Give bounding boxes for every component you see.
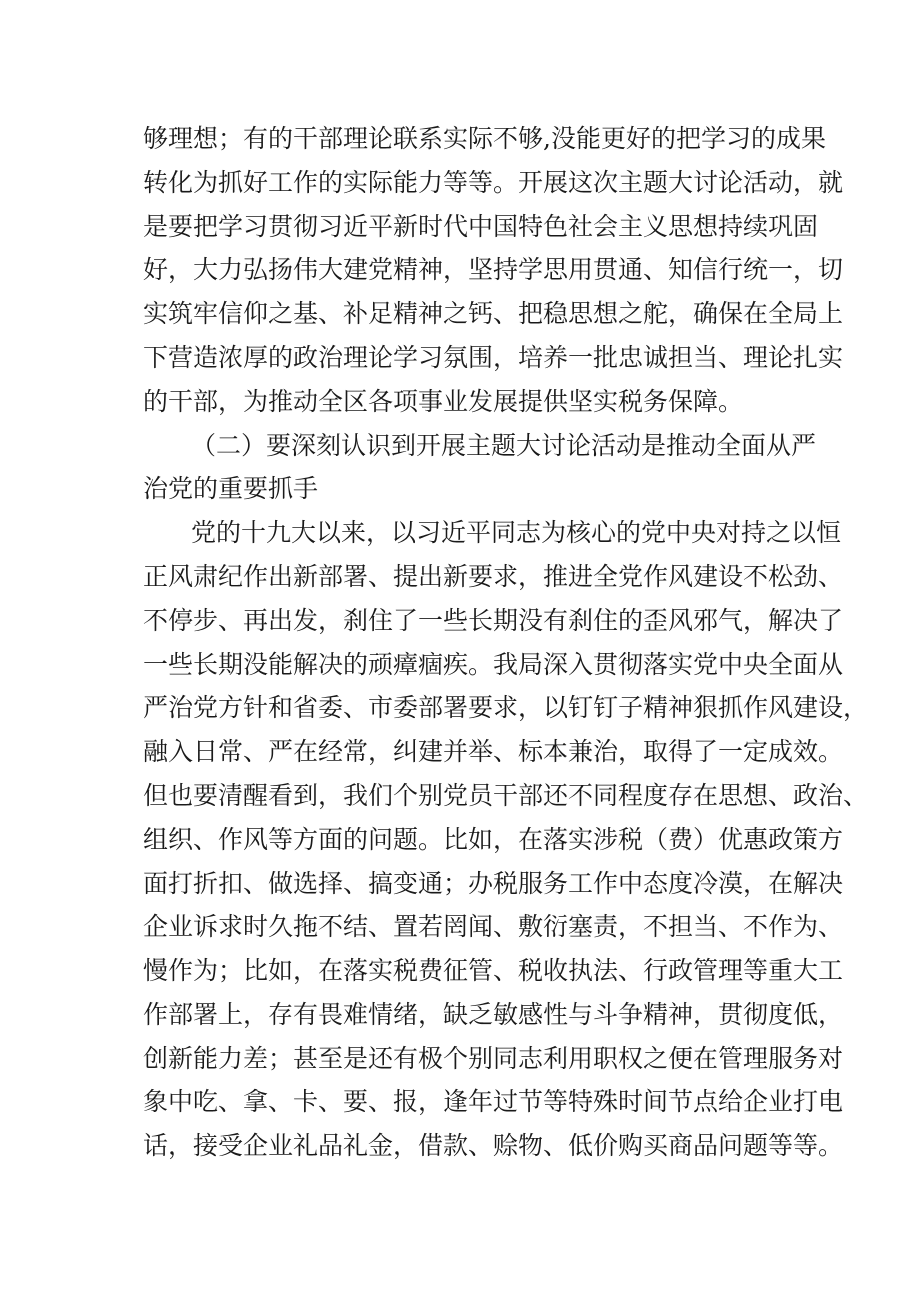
paragraph-line: 的干部，为推动全区各项事业发展提供坚实税务保障。: [143, 387, 744, 416]
paragraph-line: 实筑牢信仰之基、补足精神之钙、把稳思想之舵，确保在全局上: [143, 299, 844, 328]
paragraph-line: 正风肃纪作出新部署、提出新要求，推进全党作风建设不松劲、: [143, 562, 844, 591]
paragraph-line: 面打折扣、做选择、搞变通；办税服务工作中态度冷漠，在解决: [143, 869, 844, 898]
paragraph-line: 严治党方针和省委、市委部署要求，以钉钉子精神狠抓作风建设，: [143, 693, 869, 722]
paragraph-line: 话，接受企业礼品礼金，借款、赊物、低价购买商品问题等等。: [143, 1131, 844, 1160]
paragraph-line: 组织、作风等方面的问题。比如，在落实涉税（费）优惠政策方: [143, 825, 844, 854]
paragraph-line: 创新能力差；甚至是还有极个别同志利用职权之便在管理服务对: [143, 1044, 844, 1073]
paragraph-line: 一些长期没能解决的顽瘴痼疾。我局深入贯彻落实党中央全面从: [143, 650, 844, 679]
section-heading-line: （二）要深刻认识到开展主题大讨论活动是推动全面从严: [191, 431, 817, 460]
paragraph-line: 融入日常、严在经常，纠建并举、标本兼治，取得了一定成效。: [143, 737, 844, 766]
paragraph-line: 是要把学习贯彻习近平新时代中国特色社会主义思想持续巩固: [143, 212, 819, 241]
paragraph-line: 党的十九大以来，以习近平同志为核心的党中央对持之以恒: [191, 518, 842, 547]
paragraph-line: 转化为抓好工作的实际能力等等。开展这次主题大讨论活动，就: [143, 168, 844, 197]
paragraph-line: 不停步、再出发，刹住了一些长期没有刹住的歪风邪气，解决了: [143, 606, 844, 635]
paragraph-line: 好，大力弘扬伟大建党精神，坚持学思用贯通、知信行统一，切: [143, 255, 844, 284]
paragraph-line: 够理想；有的干部理论联系实际不够,没能更好的把学习的成果: [143, 124, 826, 153]
paragraph-line: 下营造浓厚的政治理论学习氛围，培养一批忠诚担当、理论扎实: [143, 343, 844, 372]
paragraph-line: 企业诉求时久拖不结、置若罔闻、敷衍塞责，不担当、不作为、: [143, 912, 844, 941]
paragraph-line: 但也要清醒看到，我们个别党员干部还不同程度存在思想、政治、: [143, 781, 869, 810]
section-heading-line: 治党的重要抓手: [143, 474, 319, 503]
paragraph-line: 作部署上，存有畏难情绪，缺乏敏感性与斗争精神，贯彻度低，: [143, 1000, 844, 1029]
paragraph-line: 慢作为；比如，在落实税费征管、税收执法、行政管理等重大工: [143, 956, 844, 985]
paragraph-line: 象中吃、拿、卡、要、报，逢年过节等特殊时间节点给企业打电: [143, 1087, 844, 1116]
